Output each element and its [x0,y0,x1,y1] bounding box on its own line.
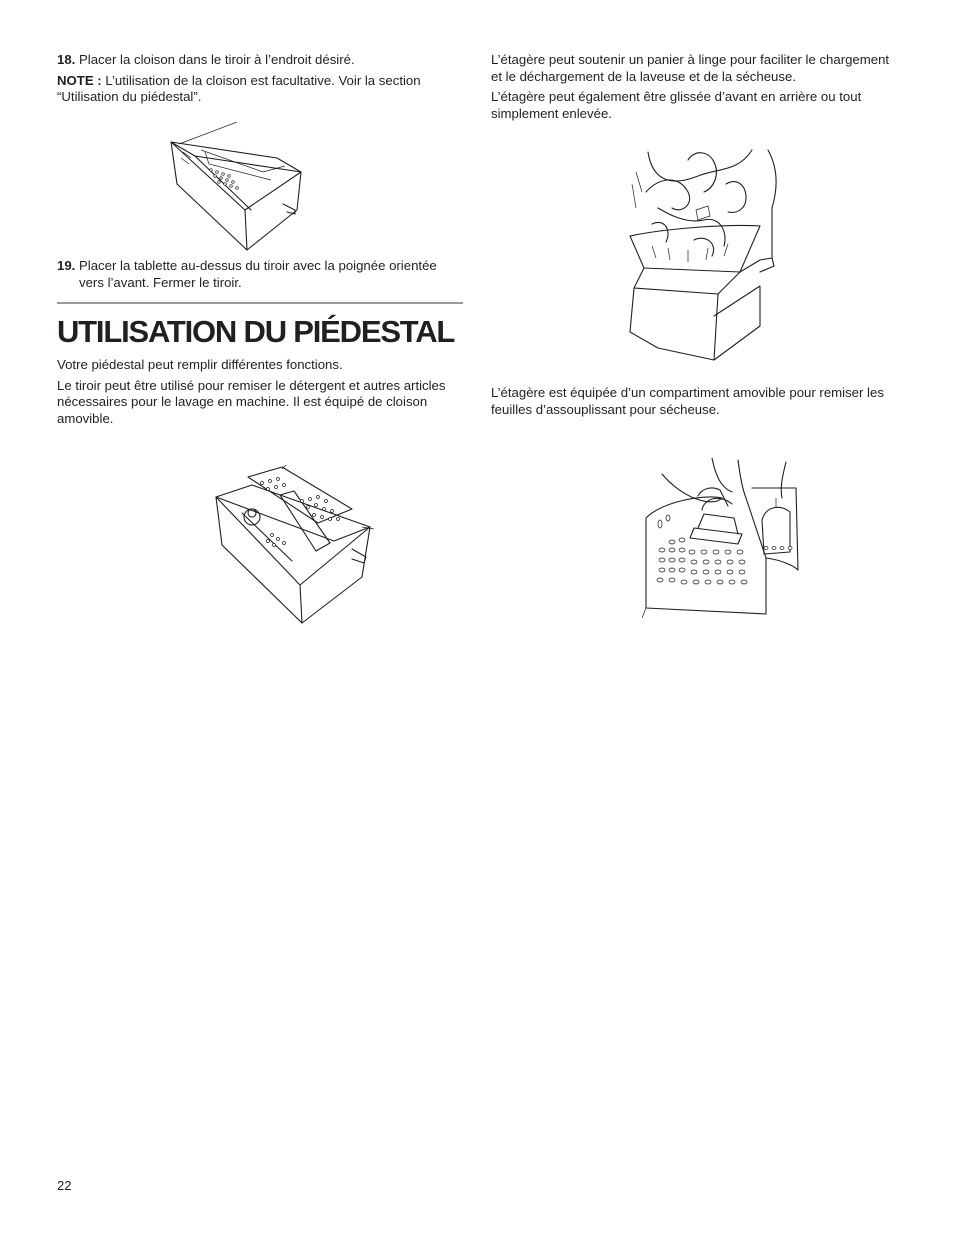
shelf-basket-text: L’étagère peut soutenir un panier à linge pour faciliter le chargement et le déchargement de la laveuse et de la sécheuse. [491,52,890,84]
note-text: L’utilisation de la cloison est facultative. Voir la section “Utilisation du piédestal”. [57,72,421,104]
step-text: Placer la tablette au-dessus du tiroir avec la poignée orientée vers l’avant. Fermer le tiroir. [79,258,437,290]
shelf-slide-text: L’étagère peut également être glissée d’avant en arrière ou tout simplement enlevée. [491,89,862,121]
dryer-sheet-compartment-illustration [642,458,802,620]
section-intro: Votre piédestal peut remplir différentes fonctions. [57,357,343,372]
step-18 [57,52,463,69]
section-title: UTILISATION DU PIÉDESTAL [57,314,455,349]
section-body [57,357,463,431]
step-19-block [57,258,463,291]
left-column-top [57,52,463,110]
section-divider [57,302,463,304]
note-label: NOTE : [57,72,102,88]
step-number: 18. [57,52,76,67]
drawer-tray-illustration [212,465,382,625]
page-number: 22 [57,1178,72,1193]
step-text: Placer la cloison dans le tiroir à l’endroit désiré. [79,52,355,67]
laundry-basket-illustration [628,148,784,364]
note [57,73,463,106]
step-number: 19. [57,258,76,273]
right-column-top [491,52,901,126]
drawer-description: Le tiroir peut être utilisé pour remiser le détergent et autres articles nécessaires pour le lavage en machine. Il est équipé de cloison amovible. [57,377,446,426]
drawer-divider-illustration [165,122,315,254]
step-19 [57,258,463,291]
right-column-bottom [491,385,901,422]
dryer-sheet-compartment-text: L’étagère est équipée d’un compartiment amovible pour remiser les feuilles d’assouplissant pour sécheuse. [491,385,884,417]
